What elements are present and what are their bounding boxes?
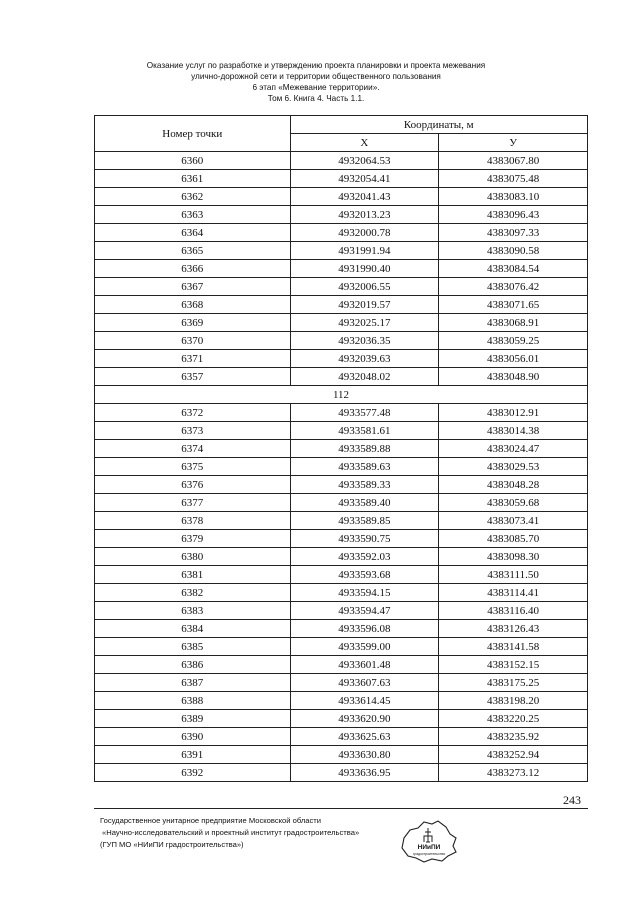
point-number-cell: 6392 xyxy=(95,764,291,782)
header-line-3: 6 этап «Межевание территории». xyxy=(252,83,380,92)
page-number: 243 xyxy=(563,793,581,807)
table-row xyxy=(95,746,588,764)
table-row xyxy=(95,566,588,584)
table-row xyxy=(95,206,588,224)
table-row xyxy=(95,620,588,638)
x-coordinate-cell: 4933577.48 xyxy=(290,404,439,422)
table-row xyxy=(95,440,588,458)
x-coordinate-cell: 4932054.41 xyxy=(290,170,439,188)
y-coordinate-cell: 4383152.15 xyxy=(439,656,588,674)
table-row xyxy=(95,170,588,188)
table-row xyxy=(95,332,588,350)
y-coordinate-cell: 4383056.01 xyxy=(439,350,588,368)
y-coordinate-cell: 4383048.28 xyxy=(439,476,588,494)
y-coordinate-cell: 4383084.54 xyxy=(439,260,588,278)
x-coordinate-cell: 4932019.57 xyxy=(290,296,439,314)
footer-line-2: «Научно-исследовательский и проектный институт градостроительства» xyxy=(102,828,360,837)
x-coordinate-cell: 4933636.95 xyxy=(290,764,439,782)
point-number-cell: 6369 xyxy=(95,314,291,332)
x-coordinate-cell: 4932000.78 xyxy=(290,224,439,242)
y-coordinate-cell: 4383198.20 xyxy=(439,692,588,710)
logo-text-main: НИиПИ xyxy=(417,844,441,851)
x-coordinate-cell: 4932041.43 xyxy=(290,188,439,206)
point-number-cell: 6366 xyxy=(95,260,291,278)
x-coordinate-cell: 4932013.23 xyxy=(290,206,439,224)
x-coordinate-cell: 4933590.75 xyxy=(290,530,439,548)
y-coordinate-cell: 4383076.42 xyxy=(439,278,588,296)
x-coordinate-cell: 4933589.85 xyxy=(290,512,439,530)
y-coordinate-cell: 4383071.65 xyxy=(439,296,588,314)
table-row xyxy=(95,458,588,476)
y-coordinate-cell: 4383273.12 xyxy=(439,764,588,782)
table-row xyxy=(95,764,588,782)
y-coordinate-cell: 4383085.70 xyxy=(439,530,588,548)
point-number-cell: 6386 xyxy=(95,656,291,674)
point-number-cell: 6376 xyxy=(95,476,291,494)
x-coordinate-cell: 4931990.40 xyxy=(290,260,439,278)
table-row xyxy=(95,296,588,314)
point-number-cell: 6368 xyxy=(95,296,291,314)
table-row xyxy=(95,368,588,386)
y-header: У xyxy=(439,134,588,152)
point-number-cell: 6381 xyxy=(95,566,291,584)
y-coordinate-cell: 4383068.91 xyxy=(439,314,588,332)
point-number-cell: 6361 xyxy=(95,170,291,188)
table-row xyxy=(95,692,588,710)
point-number-cell: 6371 xyxy=(95,350,291,368)
x-coordinate-cell: 4933620.90 xyxy=(290,710,439,728)
y-coordinate-cell: 4383096.43 xyxy=(439,206,588,224)
section-row xyxy=(95,386,588,404)
x-coordinate-cell: 4933601.48 xyxy=(290,656,439,674)
y-coordinate-cell: 4383059.25 xyxy=(439,332,588,350)
point-number-cell: 6373 xyxy=(95,422,291,440)
table-body-b xyxy=(95,404,588,782)
footer-line-3: (ГУП МО «НИиПИ градостроительства») xyxy=(100,840,244,849)
point-number-cell: 6378 xyxy=(95,512,291,530)
point-number-cell: 6387 xyxy=(95,674,291,692)
point-number-cell: 6390 xyxy=(95,728,291,746)
header-line-2: улично-дорожной сети и территории общественного пользования xyxy=(191,72,441,81)
table-row xyxy=(95,224,588,242)
table-row xyxy=(95,728,588,746)
y-coordinate-cell: 4383114.41 xyxy=(439,584,588,602)
y-coordinate-cell: 4383073.41 xyxy=(439,512,588,530)
point-number-cell: 6382 xyxy=(95,584,291,602)
coordinates-table xyxy=(94,115,588,782)
y-coordinate-cell: 4383029.53 xyxy=(439,458,588,476)
table-row xyxy=(95,530,588,548)
y-coordinate-cell: 4383252.94 xyxy=(439,746,588,764)
y-coordinate-cell: 4383235.92 xyxy=(439,728,588,746)
table-row xyxy=(95,512,588,530)
point-number-cell: 6360 xyxy=(95,152,291,170)
point-number-cell: 6363 xyxy=(95,206,291,224)
footer-line-1: Государственное унитарное предприятие Московской области xyxy=(100,816,322,825)
point-number-cell: 6374 xyxy=(95,440,291,458)
x-header: X xyxy=(290,134,439,152)
x-coordinate-cell: 4932025.17 xyxy=(290,314,439,332)
table-row xyxy=(95,278,588,296)
logo-text-sub: градостроительства xyxy=(413,852,445,856)
table-body-a xyxy=(95,152,588,386)
y-coordinate-cell: 4383175.25 xyxy=(439,674,588,692)
x-coordinate-cell: 4932048.02 xyxy=(290,368,439,386)
table-row xyxy=(95,494,588,512)
document-footer xyxy=(100,815,359,851)
point-number-cell: 6375 xyxy=(95,458,291,476)
table-row xyxy=(95,602,588,620)
x-coordinate-cell: 4933589.88 xyxy=(290,440,439,458)
institute-logo-icon xyxy=(398,818,460,864)
x-coordinate-cell: 4933589.33 xyxy=(290,476,439,494)
y-coordinate-cell: 4383012.91 xyxy=(439,404,588,422)
x-coordinate-cell: 4933593.68 xyxy=(290,566,439,584)
y-coordinate-cell: 4383059.68 xyxy=(439,494,588,512)
table-row xyxy=(95,242,588,260)
table-row xyxy=(95,656,588,674)
x-coordinate-cell: 4932036.35 xyxy=(290,332,439,350)
x-coordinate-cell: 4933625.63 xyxy=(290,728,439,746)
table-row xyxy=(95,584,588,602)
x-coordinate-cell: 4933596.08 xyxy=(290,620,439,638)
y-coordinate-cell: 4383048.90 xyxy=(439,368,588,386)
x-coordinate-cell: 4933599.00 xyxy=(290,638,439,656)
x-coordinate-cell: 4932039.63 xyxy=(290,350,439,368)
table-row xyxy=(95,638,588,656)
table-row xyxy=(95,260,588,278)
point-number-cell: 6379 xyxy=(95,530,291,548)
header-line-1: Оказание услуг по разработке и утверждению проекта планировки и проекта межевания xyxy=(146,61,486,70)
header-line-4: Том 6. Книга 4. Часть 1.1. xyxy=(267,94,365,103)
point-number-cell: 6388 xyxy=(95,692,291,710)
x-coordinate-cell: 4932064.53 xyxy=(290,152,439,170)
y-coordinate-cell: 4383220.25 xyxy=(439,710,588,728)
point-number-cell: 6380 xyxy=(95,548,291,566)
y-coordinate-cell: 4383116.40 xyxy=(439,602,588,620)
footer-divider xyxy=(94,808,588,809)
point-number-cell: 6357 xyxy=(95,368,291,386)
point-number-cell: 6384 xyxy=(95,620,291,638)
y-coordinate-cell: 4383075.48 xyxy=(439,170,588,188)
table-row xyxy=(95,188,588,206)
y-coordinate-cell: 4383097.33 xyxy=(439,224,588,242)
x-coordinate-cell: 4933592.03 xyxy=(290,548,439,566)
point-number-cell: 6370 xyxy=(95,332,291,350)
x-coordinate-cell: 4932006.55 xyxy=(290,278,439,296)
point-number-cell: 6367 xyxy=(95,278,291,296)
point-number-cell: 6385 xyxy=(95,638,291,656)
y-coordinate-cell: 4383098.30 xyxy=(439,548,588,566)
y-coordinate-cell: 4383141.58 xyxy=(439,638,588,656)
x-coordinate-cell: 4933589.40 xyxy=(290,494,439,512)
x-coordinate-cell: 4933594.15 xyxy=(290,584,439,602)
point-number-cell: 6391 xyxy=(95,746,291,764)
point-number-cell: 6364 xyxy=(95,224,291,242)
x-coordinate-cell: 4933594.47 xyxy=(290,602,439,620)
table-row xyxy=(95,548,588,566)
x-coordinate-cell: 4933589.63 xyxy=(290,458,439,476)
table-row xyxy=(95,674,588,692)
x-coordinate-cell: 4933630.80 xyxy=(290,746,439,764)
table-row xyxy=(95,404,588,422)
point-number-cell: 6372 xyxy=(95,404,291,422)
table-row xyxy=(95,152,588,170)
table-row xyxy=(95,476,588,494)
y-coordinate-cell: 4383126.43 xyxy=(439,620,588,638)
y-coordinate-cell: 4383111.50 xyxy=(439,566,588,584)
x-coordinate-cell: 4933614.45 xyxy=(290,692,439,710)
y-coordinate-cell: 4383067.80 xyxy=(439,152,588,170)
table-row xyxy=(95,350,588,368)
point-number-cell: 6362 xyxy=(95,188,291,206)
table-row xyxy=(95,710,588,728)
point-number-cell: 6389 xyxy=(95,710,291,728)
point-number-cell: 6377 xyxy=(95,494,291,512)
document-header xyxy=(0,60,632,104)
y-coordinate-cell: 4383083.10 xyxy=(439,188,588,206)
point-number-header: Номер точки xyxy=(95,116,291,152)
y-coordinate-cell: 4383024.47 xyxy=(439,440,588,458)
x-coordinate-cell: 4933607.63 xyxy=(290,674,439,692)
x-coordinate-cell: 4931991.94 xyxy=(290,242,439,260)
y-coordinate-cell: 4383014.38 xyxy=(439,422,588,440)
point-number-cell: 6365 xyxy=(95,242,291,260)
table-row xyxy=(95,422,588,440)
y-coordinate-cell: 4383090.58 xyxy=(439,242,588,260)
point-number-cell: 6383 xyxy=(95,602,291,620)
section-label: 112 xyxy=(95,386,588,404)
coordinates-header: Координаты, м xyxy=(290,116,587,134)
x-coordinate-cell: 4933581.61 xyxy=(290,422,439,440)
table-row xyxy=(95,314,588,332)
